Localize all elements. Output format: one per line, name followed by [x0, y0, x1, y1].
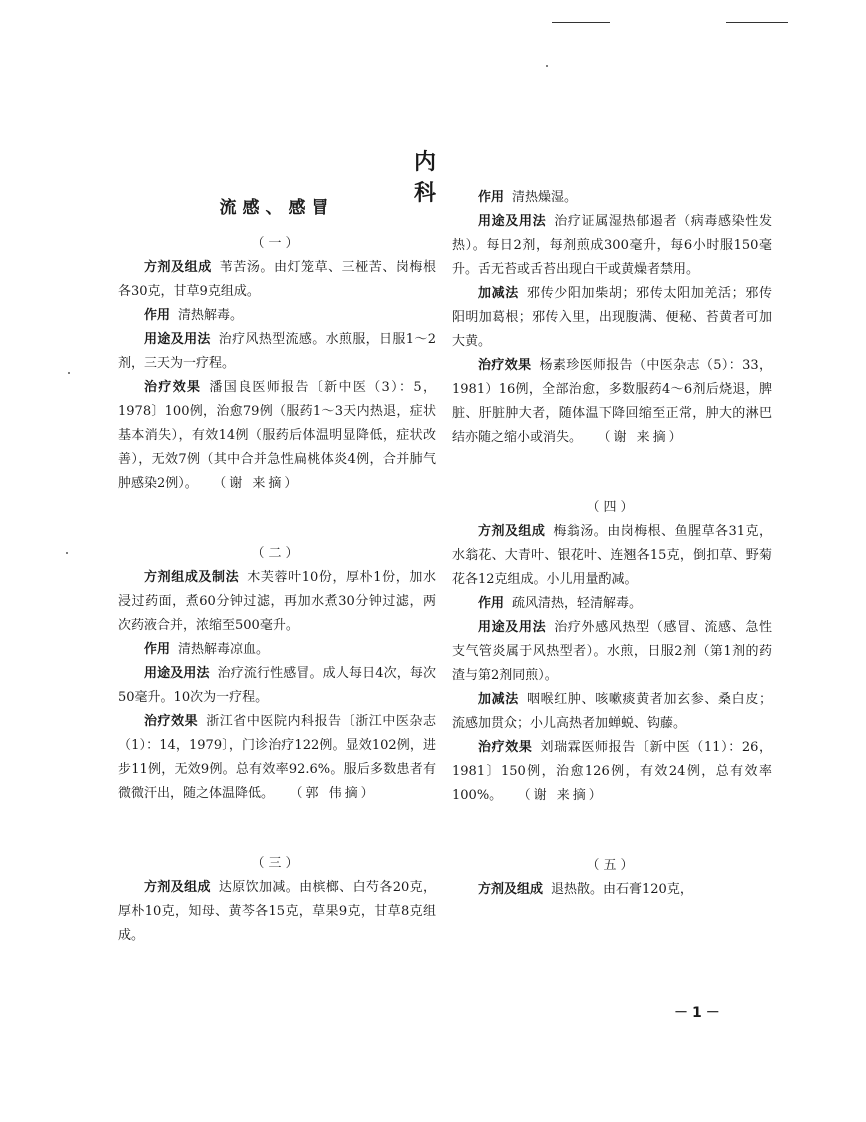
remedy-entry: [118, 328, 436, 376]
remedy-number: （一）: [251, 236, 303, 251]
remedy-entry: [452, 688, 772, 736]
entry-label: 加减法: [478, 286, 519, 301]
entry-text: 浙江省中医院内科报告〔浙江中医杂志（1）：14，1979〕，门诊治疗122例。显效102例，进步11例，无效9例。总有效率92.6%。服后多数患者有微微汗出，随之体温降低。: [118, 714, 436, 801]
entry-text: 退热散。由石膏120克，: [551, 882, 693, 897]
entry-label: 用途及用法: [478, 620, 547, 635]
remedy-entry: [118, 662, 436, 710]
remedy-entry: [118, 876, 436, 948]
entry-label: 方剂及组成: [478, 882, 544, 897]
remedy-entry: [452, 354, 772, 450]
abstractor-credit: （谢 来摘）: [219, 476, 301, 491]
entry-label: 用途及用法: [144, 666, 210, 681]
right-column: [452, 186, 772, 902]
entry-text: 梅翁汤。由岗梅根、鱼腥草各31克，水翁花、大青叶、银花叶、连翘各15克，倒扣草、野菊花各12克组成。小儿用量酌减。: [452, 524, 772, 587]
remedy-block: [452, 186, 772, 450]
entry-text: 杨素珍医师报告（中医杂志（5）：33，1981）16例，全部治愈，多数服药4～6剂后烧退，脾脏、肝脏肿大者，随体温下降回缩至正常，肿大的淋巴结亦随之缩小或消失。: [452, 358, 772, 445]
remedy-entry: [452, 736, 772, 808]
entry-text: 疏风清热，轻清解毒。: [512, 596, 643, 611]
remedy-entry: [118, 638, 436, 662]
entry-text: 刘瑞霖医师报告〔新中医（11）：26，1981〕150例，治愈126例，有效24例，总有效率100%。: [452, 740, 772, 803]
entry-label: 治疗效果: [144, 714, 199, 729]
remedy-entry: [452, 592, 772, 616]
remedy-entry: [118, 256, 436, 304]
remedy-entry: [118, 710, 436, 806]
remedy-entry: [452, 878, 772, 902]
remedy-entry: [452, 520, 772, 592]
entry-text: 清热解毒凉血。: [178, 642, 270, 657]
entry-label: 治疗效果: [144, 380, 202, 395]
entry-label: 作用: [478, 190, 505, 205]
abstractor-credit: （谢 来摘）: [604, 430, 685, 445]
section-title: 流感、感冒: [219, 198, 335, 218]
entry-text: 清热解毒。: [178, 308, 244, 323]
abstractor-credit: （郭 伟摘）: [296, 786, 377, 801]
entry-label: 用途及用法: [478, 214, 547, 229]
entry-text: 达原饮加减。由槟榔、白芍各20克，厚朴10克，知母、黄芩各15克，草果9克，甘草8克组成。: [118, 880, 436, 943]
remedy-block: [452, 496, 772, 808]
entry-label: 方剂及组成: [144, 880, 211, 895]
scan-speck: [68, 372, 70, 374]
remedy-entry: [118, 566, 436, 638]
remedy-block: [118, 852, 436, 948]
page-title: 内 科: [413, 149, 476, 206]
entry-text: 治疗证属湿热郁遏者（病毒感染性发热）。每日2剂，每剂煎成300毫升，每6小时服150毫升。舌无苔或舌苔出现白干或黄燥者禁用。: [452, 214, 772, 277]
entry-text: 潘国良医师报告〔新中医（3）：5，1978〕100例，治愈79例（服药1～3天内热退，症状基本消失），有效14例（服药后体温明显降低，症状改善），无效7例（其中合并急性扁桃体炎4例，合并肺气肿感染2例）。: [118, 380, 436, 491]
entry-label: 用途及用法: [144, 332, 211, 347]
entry-label: 方剂及组成: [478, 524, 546, 539]
entry-text: 木芙蓉叶10份，厚朴1份，加水浸过药面，煮60分钟过滤，再加水煮30分钟过滤，两次药液合并，浓缩至500毫升。: [118, 570, 436, 633]
remedy-number: （三）: [251, 856, 303, 871]
entry-text: 咽喉红肿、咳嗽痰黄者加玄参、桑白皮；流感加贯众；小儿高热者加蝉蜕、钩藤。: [452, 692, 772, 731]
remedy-entry: [118, 304, 436, 328]
remedy-entry: [452, 282, 772, 354]
remedy-entry: [118, 376, 436, 496]
entry-label: 作用: [144, 642, 171, 657]
remedy-entry: [452, 616, 772, 688]
remedy-number: （二）: [251, 546, 303, 561]
remedy-entry: [452, 210, 772, 282]
remedy-block: [118, 542, 436, 806]
entry-label: 作用: [478, 596, 505, 611]
entry-label: 治疗效果: [478, 358, 532, 373]
left-column: [118, 186, 436, 948]
entry-text: 邪传少阳加柴胡；邪传太阳加羌活；邪传阳明加葛根；邪传入里，出现腹满、便秘、苔黄者可加大黄。: [452, 286, 772, 349]
remedy-entry: [452, 186, 772, 210]
entry-text: 苇苦汤。由灯笼草、三桠苦、岗梅根各30克，甘草9克组成。: [118, 260, 436, 299]
entry-text: 清热燥湿。: [512, 190, 578, 205]
top-rule-right: [726, 22, 788, 23]
scan-speck: [66, 552, 68, 554]
abstractor-credit: （谢 来摘）: [524, 788, 605, 803]
page-number: －1－: [674, 1005, 724, 1021]
entry-label: 治疗效果: [478, 740, 533, 755]
entry-text: 治疗风热型流感。水煎服，日服1～2剂，三天为一疗程。: [118, 332, 436, 371]
entry-label: 方剂及组成: [144, 260, 212, 275]
scan-speck: [546, 65, 548, 67]
remedy-block: [118, 232, 436, 496]
entry-text: 治疗流行性感冒。成人每日4次，每次50毫升。10次为一疗程。: [118, 666, 436, 705]
top-rule-left: [552, 22, 610, 23]
entry-label: 方剂组成及制法: [144, 570, 240, 585]
entry-text: 治疗外感风热型（感冒、流感、急性支气管炎属于风热型者）。水煎，日服2剂（第1剂的药渣与第2剂同煎）。: [452, 620, 772, 683]
remedy-number: （四）: [586, 500, 638, 515]
remedy-number: （五）: [586, 858, 638, 873]
entry-label: 作用: [144, 308, 171, 323]
entry-label: 加减法: [478, 692, 519, 707]
remedy-block: [452, 854, 772, 902]
